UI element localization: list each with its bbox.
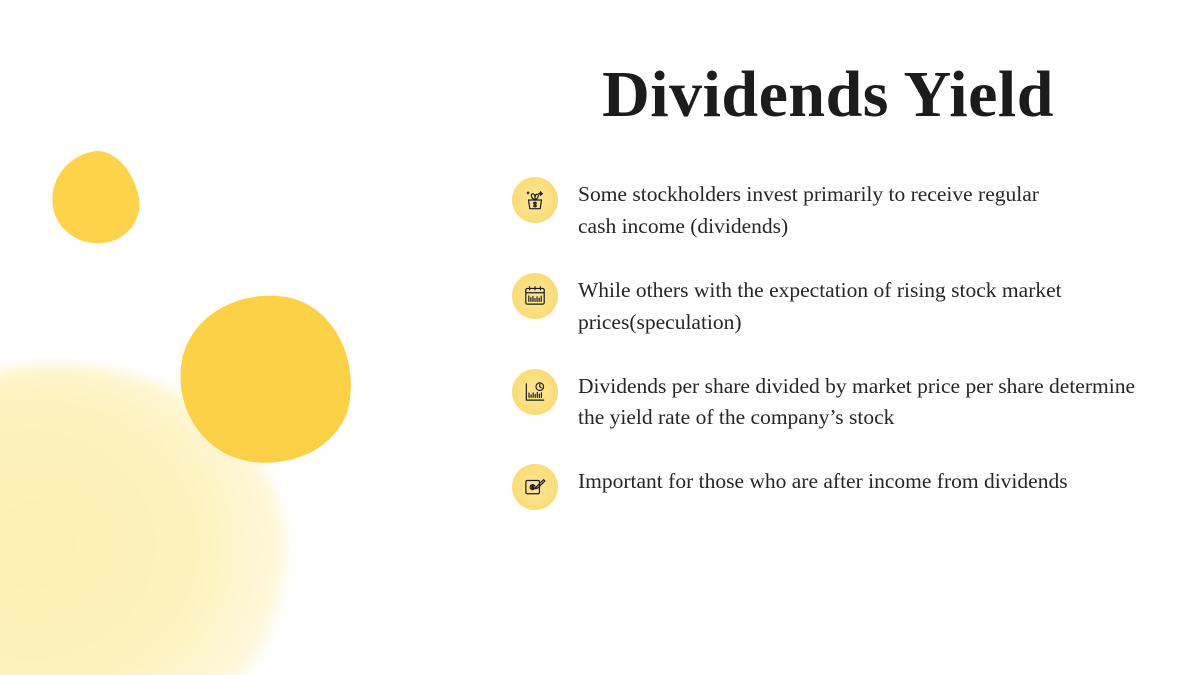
- page-title: Dividends Yield: [602, 58, 1054, 131]
- money-plant-icon: [512, 177, 558, 223]
- slide-content: [512, 60, 1152, 510]
- bullet-list: [512, 175, 1152, 510]
- list-item-label: While others with the expectation of rising stock market prices(speculation): [578, 277, 1062, 334]
- list-item: [512, 462, 1152, 510]
- chart-clock-icon: [512, 369, 558, 415]
- list-item-label: Some stockholders invest primarily to receive regular cash income (dividends): [578, 182, 1039, 239]
- list-item: [512, 175, 1152, 243]
- list-item: [512, 271, 1152, 339]
- calendar-chart-icon: [512, 273, 558, 319]
- list-item-label: Important for those who are after income from dividends: [578, 469, 1068, 494]
- small-yellow-blob: [43, 144, 146, 252]
- list-item-label: Dividends per share divided by market price per share determine the yield rate of the company’s stock: [578, 373, 1135, 430]
- list-item: [512, 367, 1152, 435]
- money-note-pen-icon: [512, 464, 558, 510]
